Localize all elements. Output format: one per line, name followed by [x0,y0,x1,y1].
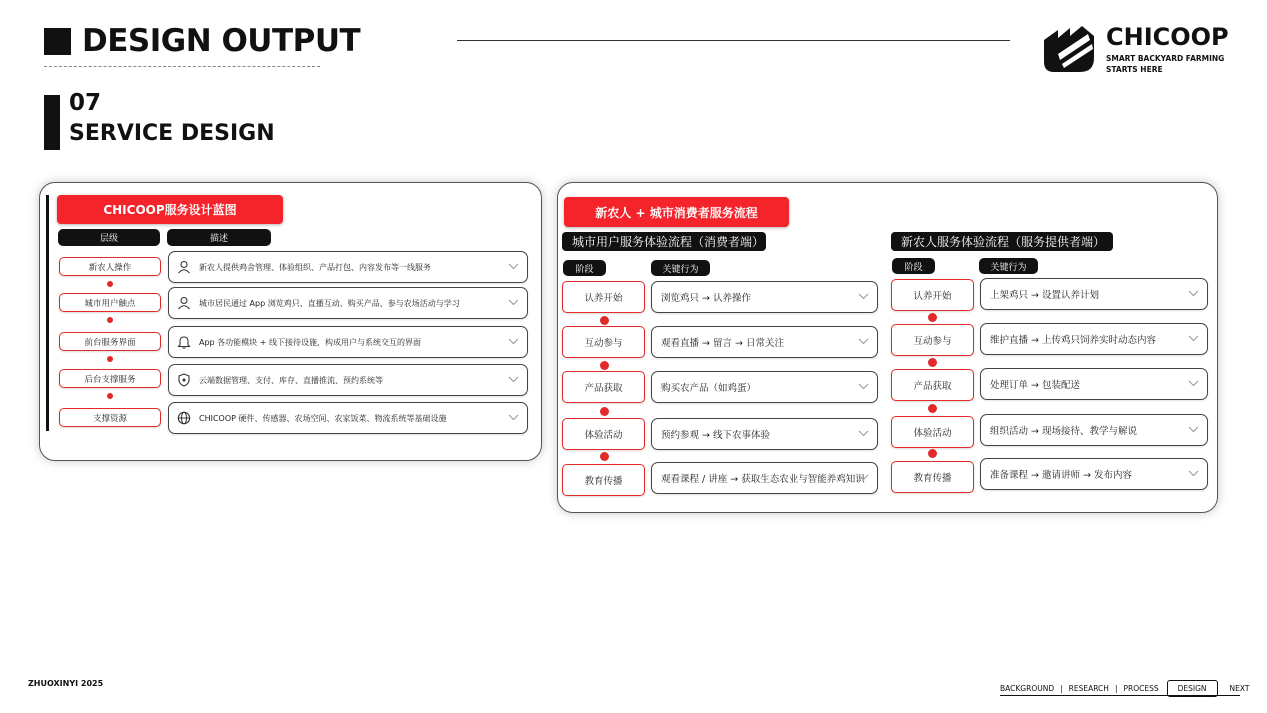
blueprint-desc-text: CHICOOP 硬件、传感器、农场空间、农家饭菜、物流系统等基础设施 [199,413,447,423]
brand-tagline: SMART BACKYARD FARMING STARTS HERE [1106,54,1225,74]
chevron-down-icon[interactable] [508,263,519,270]
provider-action-row[interactable] [980,458,1208,490]
provider-stage-label: 互动参与 [891,324,974,356]
nav-separator: | [1060,684,1063,693]
nav-process[interactable]: PROCESS [1123,684,1159,693]
service-flow-panel [557,182,1218,513]
nav-separator: | [1114,684,1118,693]
bell-icon [177,335,191,349]
chevron-down-icon[interactable] [508,414,519,421]
connector-dot [600,452,609,461]
user-icon [177,296,191,310]
brand-name: CHICOOP [1106,23,1229,51]
provider-stage-label: 教育传播 [891,461,974,493]
connector-dot [928,358,937,367]
blueprint-desc-text: 城市居民通过 App 浏览鸡只、直播互动、购买产品、参与农场活动与学习 [199,298,460,308]
blueprint-desc-row[interactable] [168,287,528,319]
blueprint-level-label: 城市用户触点 [59,293,161,312]
provider-action-text: 组织活动 → 现场接待、教学与解说 [990,426,1137,437]
blueprint-level-label: 后台支撑服务 [59,369,161,388]
section-bar [44,95,60,150]
blueprint-desc-text: 新农人提供鸡舍管理、体验组织、产品打包、内容发布等一线服务 [199,262,431,272]
consumer-col-stage: 阶段 [563,260,606,276]
service-flow-title: 新农人 + 城市消费者服务流程 [564,197,789,227]
consumer-stage-label: 认养开始 [562,281,645,313]
blueprint-level-label: 前台服务界面 [59,332,161,351]
consumer-action-row[interactable] [651,462,878,494]
connector-dot [928,449,937,458]
brand-logo [1040,24,1229,76]
provider-col-stage: 阶段 [892,258,935,274]
chevron-down-icon[interactable] [1188,470,1199,477]
chevron-down-icon[interactable] [858,474,869,481]
header-divider [457,40,1010,41]
blueprint-level-label: 新农人操作 [59,257,161,276]
chevron-down-icon[interactable] [858,338,869,345]
connector-dot [600,316,609,325]
consumer-action-row[interactable] [651,371,878,403]
provider-flow-heading: 新农人服务体验流程（服务提供者端） [891,232,1113,251]
chevron-down-icon[interactable] [508,376,519,383]
connector-dot [107,317,113,323]
consumer-stage-label: 体验活动 [562,418,645,450]
page-title [44,23,361,59]
blueprint-desc-row[interactable] [168,251,528,283]
provider-action-text: 维护直播 → 上传鸡只饲养实时动态内容 [990,335,1156,346]
consumer-action-text: 预约参观 → 线下农事体验 [661,430,770,441]
footer-divider [1000,695,1240,696]
blueprint-col-level: 层级 [58,229,160,246]
title-square-mark [44,28,71,55]
consumer-action-text: 浏览鸡只 → 认养操作 [661,293,751,304]
blueprint-col-desc: 描述 [167,229,271,246]
chevron-down-icon[interactable] [858,293,869,300]
consumer-stage-label: 产品获取 [562,371,645,403]
consumer-flow-heading: 城市用户服务体验流程（消费者端） [562,232,766,251]
shield-icon [177,373,191,387]
connector-dot [928,404,937,413]
consumer-action-text: 购买农产品（如鸡蛋） [661,383,757,394]
consumer-col-action: 关键行为 [651,260,710,276]
provider-stage-label: 产品获取 [891,369,974,401]
globe-icon [177,411,191,425]
provider-action-text: 处理订单 → 包装配送 [990,380,1080,391]
chevron-down-icon[interactable] [1188,380,1199,387]
provider-action-text: 准备课程 → 邀请讲师 → 发布内容 [990,470,1132,481]
connector-dot [600,407,609,416]
provider-stage-label: 认养开始 [891,279,974,311]
chicoop-logo-icon [1040,24,1096,76]
provider-action-row[interactable] [980,323,1208,355]
author-credit: ZHUOXINYI 2025 [28,679,104,688]
provider-col-action: 关键行为 [979,258,1038,274]
chevron-down-icon[interactable] [508,338,519,345]
section-name: SERVICE DESIGN [69,121,275,146]
section-number: 07 [69,90,102,116]
connector-dot [107,393,113,399]
nav-background[interactable]: BACKGROUND [1000,684,1055,693]
chevron-down-icon[interactable] [1188,335,1199,342]
title-dashed-divider [44,66,320,67]
blueprint-left-rule [46,195,49,431]
blueprint-level-label: 支撑资源 [59,408,161,427]
nav-next[interactable]: NEXT [1229,684,1250,693]
chevron-down-icon[interactable] [858,383,869,390]
consumer-action-text: 观看课程 / 讲座 → 获取生态农业与智能养鸡知识 [661,474,865,485]
blueprint-desc-row[interactable] [168,326,528,358]
blueprint-desc-row[interactable] [168,402,528,434]
connector-dot [928,313,937,322]
consumer-action-row[interactable] [651,326,878,358]
consumer-action-row[interactable] [651,418,878,450]
connector-dot [107,281,113,287]
consumer-action-row[interactable] [651,281,878,313]
blueprint-desc-row[interactable] [168,364,528,396]
blueprint-panel [39,182,542,461]
consumer-stage-label: 教育传播 [562,464,645,496]
nav-design[interactable]: DESIGN [1167,680,1218,697]
chevron-down-icon[interactable] [1188,290,1199,297]
connector-dot [600,361,609,370]
consumer-action-text: 观看直播 → 留言 → 日常关注 [661,338,784,349]
user-icon [177,260,191,274]
blueprint-desc-text: 云端数据管理、支付、库存、直播推流、预约系统等 [199,375,383,385]
connector-dot [107,356,113,362]
blueprint-title: CHICOOP服务设计蓝图 [57,195,283,224]
provider-action-row[interactable] [980,278,1208,310]
chevron-down-icon[interactable] [1188,426,1199,433]
chevron-down-icon[interactable] [858,430,869,437]
provider-stage-label: 体验活动 [891,416,974,448]
provider-action-text: 上架鸡只 → 设置认养计划 [990,290,1099,301]
provider-action-row[interactable] [980,368,1208,400]
chevron-down-icon[interactable] [508,299,519,306]
provider-action-row[interactable] [980,414,1208,446]
page-title-text: DESIGN OUTPUT [82,23,361,59]
nav-research[interactable]: RESEARCH [1068,684,1109,693]
consumer-stage-label: 互动参与 [562,326,645,358]
blueprint-desc-text: App 各功能模块 + 线下接待设施，构成用户与系统交互的界面 [199,337,421,347]
